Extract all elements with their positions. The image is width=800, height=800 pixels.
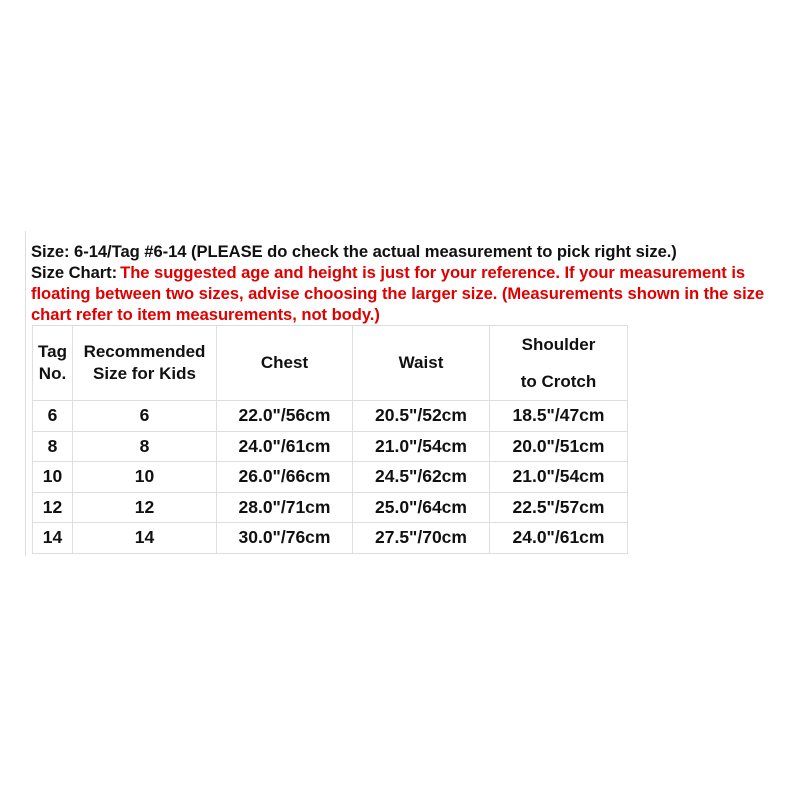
size-chart-note-line-1 [31,262,791,283]
header-tag-no: Tag No. [33,326,73,401]
cell-waist: 27.5"/70cm [353,523,490,554]
header-shoulder-to-crotch: Shoulder to Crotch [490,326,628,401]
cell-waist: 25.0"/64cm [353,492,490,523]
cell-tag-no: 14 [33,523,73,554]
cell-recommended-size: 12 [73,492,217,523]
table-header-row [33,326,628,401]
cell-recommended-size: 8 [73,431,217,462]
cell-shoulder-to-crotch: 22.5"/57cm [490,492,628,523]
cell-recommended-size: 10 [73,462,217,493]
cell-shoulder-to-crotch: 24.0"/61cm [490,523,628,554]
cell-tag-no: 6 [33,401,73,432]
cell-waist: 21.0"/54cm [353,431,490,462]
size-range-line [31,241,791,262]
header-recommended-size: Recommended Size for Kids [73,326,217,401]
table-row [33,462,628,493]
table-row [33,401,628,432]
header-waist: Waist [353,326,490,401]
cell-shoulder-to-crotch: 21.0"/54cm [490,462,628,493]
size-range-prefix: Size: 6-14/Tag #6-14 ( [31,242,197,261]
cell-chest: 26.0"/66cm [217,462,353,493]
cell-shoulder-to-crotch: 20.0"/51cm [490,431,628,462]
cell-chest: 24.0"/61cm [217,431,353,462]
cell-waist: 24.5"/62cm [353,462,490,493]
table-row [33,431,628,462]
cell-chest: 30.0"/76cm [217,523,353,554]
table-row [33,523,628,554]
cell-tag-no: 10 [33,462,73,493]
cell-tag-no: 8 [33,431,73,462]
size-info-text [31,241,791,325]
size-range-suffix: do check the actual measurement to pick right size.) [262,242,677,261]
cell-shoulder-to-crotch: 18.5"/47cm [490,401,628,432]
size-chart-label: Size Chart: [31,263,118,282]
size-chart-note-text-1: The suggested age and height is just for your reference. If your measurement is [120,263,746,282]
cell-waist: 20.5"/52cm [353,401,490,432]
cell-tag-no: 12 [33,492,73,523]
cell-recommended-size: 14 [73,523,217,554]
cell-chest: 28.0"/71cm [217,492,353,523]
header-chest: Chest [217,326,353,401]
size-chart-note-line-3: chart refer to item measurements, not body.) [31,305,380,324]
size-chart-table [32,325,628,554]
table-row [33,492,628,523]
cell-chest: 22.0"/56cm [217,401,353,432]
cell-recommended-size: 6 [73,401,217,432]
left-divider-line [25,231,26,556]
size-chart-note-line-2: floating between two sizes, advise choosing the larger size. (Measurements shown in the size [31,284,765,303]
please-emphasis: PLEASE [196,242,263,261]
